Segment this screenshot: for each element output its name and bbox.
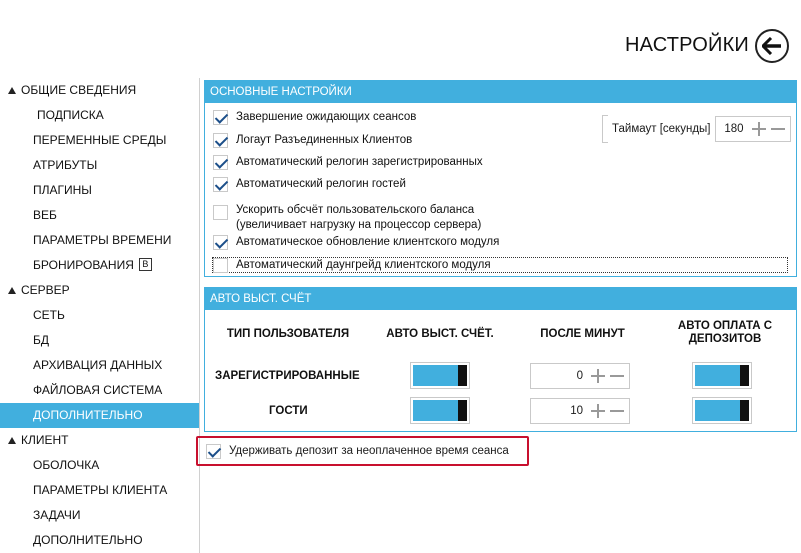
option-speed-up-balance[interactable]: Ускорить обсчёт пользовательского баланса (увеличивает нагрузку на процессор сервера) bbox=[213, 203, 481, 233]
sidebar-group-general[interactable]: ОБЩИЕ СВЕДЕНИЯ bbox=[0, 78, 199, 103]
beta-badge: B bbox=[139, 258, 152, 271]
minus-icon[interactable] bbox=[609, 368, 625, 384]
panel-header: АВТО ВЫСТ. СЧЁТ bbox=[205, 288, 796, 310]
sidebar-item-tasks[interactable]: ЗАДАЧИ bbox=[33, 508, 81, 522]
plus-icon[interactable] bbox=[751, 121, 767, 137]
option-end-pending-sessions[interactable]: Завершение ожидающих сеансов bbox=[213, 110, 416, 125]
main-settings-panel bbox=[204, 80, 797, 277]
sidebar-item-time-parameters[interactable]: ПАРАМЕТРЫ ВРЕМЕНИ bbox=[33, 233, 172, 247]
option-auto-downgrade-client[interactable]: Автоматический даунгрейд клиентского модуля bbox=[212, 257, 788, 273]
timeout-label: Таймаут [секунды] bbox=[612, 123, 711, 135]
sidebar-item-network[interactable]: СЕТЬ bbox=[33, 308, 65, 322]
option-auto-relogin-guests[interactable]: Автоматический релогин гостей bbox=[213, 177, 406, 192]
option-auto-relogin-registered[interactable]: Автоматический релогин зарегистрированных bbox=[213, 155, 483, 170]
timeout-value[interactable]: 180 bbox=[724, 123, 744, 135]
checkbox[interactable] bbox=[213, 177, 228, 192]
option-logout-disconnected-clients[interactable]: Логаут Разъединенных Клиентов bbox=[213, 133, 412, 148]
checkbox[interactable] bbox=[213, 205, 228, 220]
sidebar-item-shell[interactable]: ОБОЛОЧКА bbox=[33, 458, 100, 472]
minus-icon[interactable] bbox=[609, 403, 625, 419]
checkbox[interactable] bbox=[213, 133, 228, 148]
page-title: НАСТРОЙКИ bbox=[625, 34, 749, 56]
hold-deposit-label: Удерживать депозит за неоплаченное время сеанса bbox=[229, 445, 509, 457]
column-header-after-minutes: ПОСЛЕ МИНУТ bbox=[540, 328, 625, 340]
sidebar-item-subscription[interactable]: ПОДПИСКА bbox=[37, 108, 104, 122]
sidebar-item-attributes[interactable]: АТРИБУТЫ bbox=[33, 158, 98, 172]
panel-header: ОСНОВНЫЕ НАСТРОЙКИ bbox=[205, 81, 796, 103]
checkbox[interactable] bbox=[213, 110, 228, 125]
arrow-left-icon bbox=[762, 37, 782, 55]
sidebar-item-reservations[interactable]: БРОНИРОВАНИЯ B bbox=[0, 253, 199, 278]
sidebar-item-server-advanced[interactable]: ДОПОЛНИТЕЛЬНО bbox=[0, 403, 199, 428]
column-header-auto-pay-deposits: АВТО ОПЛАТА С ДЕПОЗИТОВ bbox=[677, 320, 773, 345]
after-minutes-stepper-guests[interactable]: 10 bbox=[530, 398, 630, 424]
sidebar-group-server[interactable]: СЕРВЕР bbox=[0, 278, 199, 303]
timeout-stepper[interactable] bbox=[715, 116, 791, 142]
sidebar-item-plugins[interactable]: ПЛАГИНЫ bbox=[33, 183, 92, 197]
back-button[interactable] bbox=[755, 29, 789, 63]
expand-triangle-icon[interactable] bbox=[8, 437, 16, 444]
expand-triangle-icon[interactable] bbox=[8, 287, 16, 294]
row-label-guests: ГОСТИ bbox=[269, 405, 308, 417]
checkbox[interactable] bbox=[213, 235, 228, 250]
sidebar-item-environment-variables[interactable]: ПЕРЕМЕННЫЕ СРЕДЫ bbox=[33, 133, 167, 147]
sidebar-group-client[interactable]: КЛИЕНТ bbox=[0, 428, 199, 453]
auto-invoice-toggle-registered[interactable] bbox=[410, 362, 470, 389]
plus-icon[interactable] bbox=[590, 403, 606, 419]
checkbox[interactable] bbox=[213, 155, 228, 170]
column-header-auto-invoice: АВТО ВЫСТ. СЧЁТ. bbox=[386, 328, 494, 340]
auto-invoice-panel bbox=[204, 287, 797, 432]
sidebar-item-web[interactable]: ВЕБ bbox=[33, 208, 57, 222]
column-header-user-type: ТИП ПОЛЬЗОВАТЕЛЯ bbox=[226, 328, 350, 340]
plus-icon[interactable] bbox=[590, 368, 606, 384]
option-auto-update-client[interactable]: Автоматическое обновление клиентского модуля bbox=[213, 235, 499, 250]
sidebar-item-client-advanced[interactable]: ДОПОЛНИТЕЛЬНО bbox=[33, 533, 143, 547]
checkbox[interactable] bbox=[213, 258, 228, 273]
row-label-registered: ЗАРЕГИСТРИРОВАННЫЕ bbox=[215, 370, 360, 382]
expand-triangle-icon[interactable] bbox=[8, 87, 16, 94]
sidebar-nav bbox=[0, 78, 200, 553]
sidebar-item-file-system[interactable]: ФАЙЛОВАЯ СИСТЕМА bbox=[33, 383, 163, 397]
timeout-setting bbox=[602, 115, 791, 143]
hold-deposit-option[interactable] bbox=[196, 436, 529, 466]
auto-pay-toggle-guests[interactable] bbox=[692, 397, 752, 424]
minus-icon[interactable] bbox=[770, 121, 786, 137]
checkbox[interactable] bbox=[206, 444, 221, 459]
sidebar-item-database[interactable]: БД bbox=[33, 333, 50, 347]
sidebar-item-client-parameters[interactable]: ПАРАМЕТРЫ КЛИЕНТА bbox=[33, 483, 168, 497]
auto-invoice-toggle-guests[interactable] bbox=[410, 397, 470, 424]
sidebar-item-data-archiving[interactable]: АРХИВАЦИЯ ДАННЫХ bbox=[33, 358, 163, 372]
after-minutes-stepper-registered[interactable]: 0 bbox=[530, 363, 630, 389]
auto-pay-toggle-registered[interactable] bbox=[692, 362, 752, 389]
